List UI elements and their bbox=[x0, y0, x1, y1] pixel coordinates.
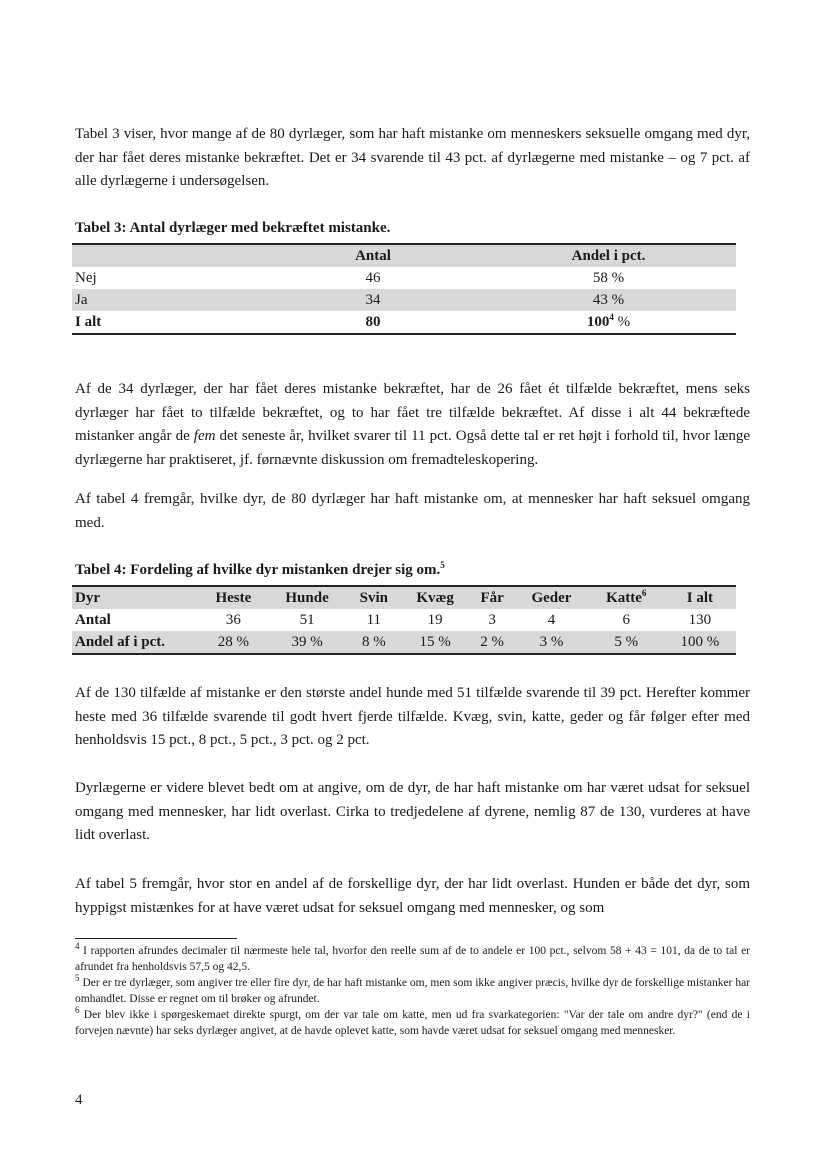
table4 bbox=[72, 585, 736, 655]
footnote-5 bbox=[75, 973, 750, 1007]
column-header: Får bbox=[480, 589, 504, 606]
table3-header-andel: Andel i pct. bbox=[571, 247, 646, 264]
footnote-text: Der er tre dyrlæger, som angiver tre eller fire dyr, de har haft mistanke om, men som ikke angiver præcis, hvilke dyr de forskellige mistanker har omhandlet. Disse er regnet om til brøker og afrundet. bbox=[75, 977, 750, 1005]
row-andel: 43 % bbox=[592, 291, 625, 308]
paragraph-harm: Dyrlægerne er videre blevet bedt om at angive, om de dyr, de har haft mistanke om har været udsat for seksuel omgang med mennesker, har lidt overlast. Cirka to tredjedelene af dyrene, nemlig 87 de 130, vurderes at have lidt overlast. bbox=[75, 780, 750, 843]
table-row-total bbox=[72, 311, 736, 334]
table-cell: 3 % bbox=[539, 633, 564, 650]
footnote-number: 4 bbox=[75, 941, 80, 952]
table3-header-empty bbox=[72, 244, 265, 267]
table-row bbox=[72, 609, 736, 631]
table-cell: 36 bbox=[225, 611, 241, 628]
footnote-6 bbox=[75, 1005, 750, 1039]
table3-header-antal: Antal bbox=[355, 247, 391, 264]
table-cell: 39 % bbox=[291, 633, 323, 650]
footnote-number: 5 bbox=[75, 973, 80, 984]
footnote-number: 6 bbox=[75, 1005, 80, 1016]
footnote-ref-6: 6 bbox=[641, 587, 647, 598]
emphasis-fem: fem bbox=[193, 428, 216, 444]
table-cell: 130 bbox=[688, 611, 712, 628]
total-antal: 80 bbox=[365, 313, 381, 330]
column-header: Heste bbox=[215, 589, 252, 606]
table-row bbox=[72, 631, 736, 654]
row-label: Andel af i pct. bbox=[75, 633, 165, 650]
table-cell: 19 bbox=[427, 611, 443, 628]
footnote-text: I rapporten afrundes decimaler til nærmeste hele tal, hvorfor den reelle sum af de to andele er 100 pct., selvom 58 + 43 = 101, da de to tal er afrundet fra henholdsvis 57,5 og 42,5. bbox=[75, 945, 750, 973]
table-cell: 15 % bbox=[419, 633, 451, 650]
row-antal: 34 bbox=[365, 291, 381, 308]
column-header: Svin bbox=[359, 589, 389, 606]
table-cell: 5 % bbox=[614, 633, 639, 650]
column-header: Geder bbox=[531, 589, 572, 606]
table-header-row bbox=[72, 586, 736, 609]
table-cell: 11 bbox=[366, 611, 382, 628]
row-andel: 58 % bbox=[592, 269, 625, 286]
table-cell: 28 % bbox=[217, 633, 249, 650]
table-header-row bbox=[72, 244, 736, 267]
footnote-text: Der blev ikke i spørgeskemaet direkte spurgt, om der var tale om katte, men ud fra svarkategorien: "Var der tale om andre dyr?" (end de i forvejen nævnte) har seks dyrlæger angivet, at de havde oplevet katte, som havde været udsat for seksuel omgang med mennesker. bbox=[75, 1009, 750, 1037]
table4-title-text: Tabel 4: Fordeling af hvilke dyr mistanken drejer sig om. bbox=[75, 562, 441, 578]
table-row bbox=[72, 267, 736, 289]
paragraph-distribution: Af de 130 tilfælde af mistanke er den største andel hunde med 51 tilfælde svarende til 39 pct. Herefter kommer heste med 36 tilfælde svarende til godt hvert fjerde tilfælde. Kvæg, svin, katte, geder og får følger efter med henholdsvis 15 pct., 8 pct., 5 pct., 3 pct. og 2 pct. bbox=[75, 685, 750, 748]
column-header-katte bbox=[589, 586, 664, 609]
page-number: 4 bbox=[75, 1092, 83, 1108]
total-label: I alt bbox=[75, 313, 102, 330]
table3-title: Tabel 3: Antal dyrlæger med bekræftet mistanke. bbox=[75, 220, 391, 236]
total-andel bbox=[478, 311, 736, 334]
footnote-4 bbox=[75, 941, 750, 975]
paragraph-confirmed-text: Af de 34 dyrlæger, der har fået deres mistanke bekræftet, har de 26 fået ét tilfælde bekræftet, mens seks dyrlæger har fået to tilfælde bekræftet, og to har fået tre tilfælde bekræftet. Af disse i alt 44 bekræftede mistanker angår de bbox=[75, 381, 750, 444]
table-row bbox=[72, 289, 736, 311]
paragraph-intro: Tabel 3 viser, hvor mange af de 80 dyrlæger, som har haft mistanke om menneskers seksuelle omgang med dyr, der har fået deres mistanke bekræftet. Det er 34 svarende til 43 pct. af dyrlægerne med mistanke – og 7 pct. af alle dyrlægerne i undersøgelsen. bbox=[75, 126, 750, 189]
row-label: Antal bbox=[75, 611, 111, 628]
table-cell: 4 bbox=[547, 611, 556, 628]
column-header: I alt bbox=[686, 589, 714, 606]
table4-header-dyr: Dyr bbox=[75, 589, 100, 606]
table-cell: 2 % bbox=[480, 633, 505, 650]
total-andel-number: 100 bbox=[586, 313, 610, 330]
paragraph-table5-intro: Af tabel 5 fremgår, hvor stor en andel af de forskellige dyr, der har lidt overlast. Hunden er både det dyr, som hyppigst mistænkes for at have været udsat for seksuel omgang med mennesker, og som bbox=[75, 876, 750, 916]
paragraph-confirmed bbox=[75, 378, 750, 472]
column-header: Kvæg bbox=[416, 589, 454, 606]
table-cell: 6 bbox=[622, 611, 630, 628]
paragraph-confirmed-text-end: det seneste år, hvilket svarer til 11 pct. Også dette tal er ret højt i forhold til, hvor længe dyrlægerne har praktiseret, jf. førnævnte diskussion om fremadteleskopering. bbox=[75, 428, 750, 468]
table-cell: 51 bbox=[299, 611, 315, 628]
column-header: Hunde bbox=[285, 589, 329, 606]
row-label: Nej bbox=[75, 269, 97, 286]
total-andel-unit: % bbox=[613, 313, 631, 330]
paragraph-table4-intro: Af tabel 4 fremgår, hvilke dyr, de 80 dyrlæger har haft mistanke om, at mennesker har haft seksuel omgang med. bbox=[75, 491, 750, 531]
footnote-divider bbox=[75, 938, 237, 939]
footnote-ref-4: 4 bbox=[609, 311, 614, 322]
table-cell: 100 % bbox=[680, 633, 720, 650]
table3 bbox=[72, 243, 736, 335]
row-label: Ja bbox=[75, 291, 88, 308]
row-antal: 46 bbox=[365, 269, 381, 286]
footnote-ref-5: 5 bbox=[440, 560, 445, 570]
table-cell: 8 % bbox=[361, 633, 386, 650]
table-cell: 3 bbox=[488, 611, 496, 628]
katte-label: Katte bbox=[606, 589, 642, 606]
table4-title bbox=[75, 562, 445, 579]
